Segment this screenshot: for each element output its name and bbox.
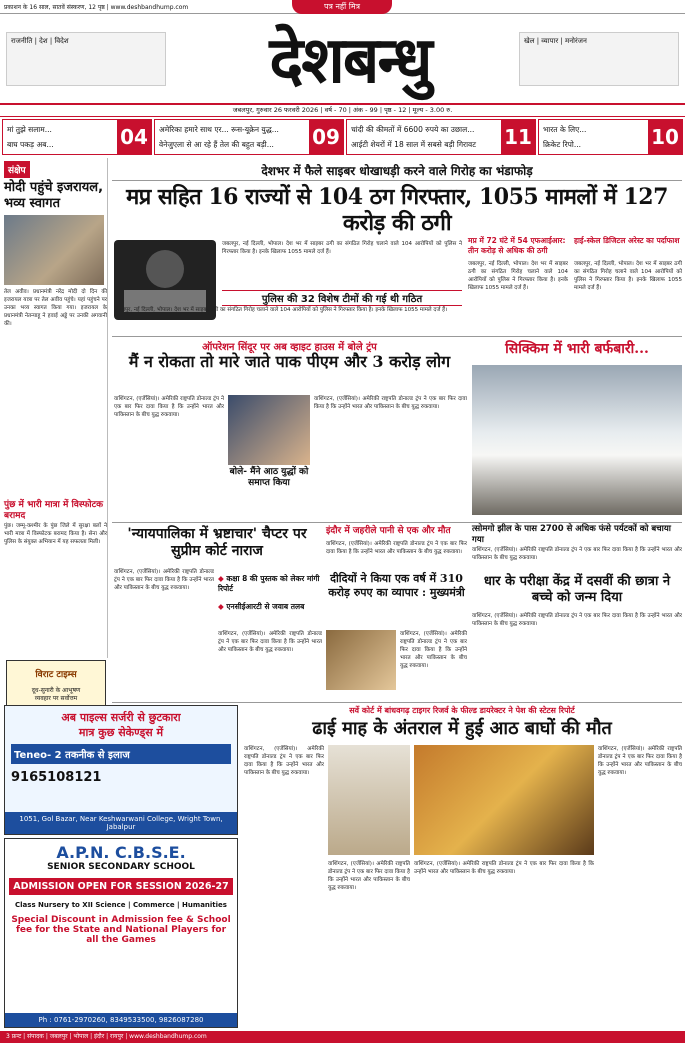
modi-israel-photo <box>4 215 104 285</box>
trump-quote: बोले- मैंने आठ युद्धों को समाप्त किया <box>229 467 309 488</box>
kicker-tiger: सर्वे कोर्ट में बांधवगढ़ टाइगर रिजर्व के फील्ड डायरेक्टर ने पेश की स्टेटस रिपोर्ट <box>349 706 575 715</box>
teaser-4[interactable]: भारत के लिए... क्रिकेट रिपो... 10 <box>538 119 683 155</box>
tagline-badge: पत्र नहीं मित्र <box>292 0 392 14</box>
sidebar-ad[interactable]: विराट टाइम्स दूध-सुनारी के आभूषण व्यवहार पर सर्वोत्तम <box>6 660 106 720</box>
headline-cm[interactable]: दीदियों ने किया एक वर्ष में 310 करोड़ रुपए का व्यापार : मुख्यमंत्री <box>328 572 465 599</box>
headline-dhar[interactable]: धार के परीक्षा केंद्र में दसवीं की छात्रा ने बच्चे को जन्म दिया <box>483 574 671 605</box>
top-bar <box>0 0 685 14</box>
tiger-photo <box>414 745 594 855</box>
teaser-1[interactable]: मां तुझे सलाम... बाघ पकड़ अब... 04 <box>2 119 152 155</box>
cyber-side-2[interactable]: हाई-स्केल डिजिटल अरेस्ट का पर्दाफाश <box>574 236 680 245</box>
kicker-cyber: देशभर में फैले साइबर धोखाधड़ी करने वाले गिरोह का भंडाफोड़ <box>261 164 533 178</box>
sikkim-snow-photo <box>472 365 682 515</box>
masthead-left-box: राजनीति | देश | विदेश <box>6 32 166 86</box>
brief-headline-1[interactable]: मोदी पहुंचे इजरायल, भव्य स्वागत <box>4 180 104 211</box>
dateline: जबलपुर, गुरुवार 26 फरवरी 2026 | वर्ष - 70 | अंक - 99 | पृष्ठ - 12 | मूल्य - 3.00 रु. <box>0 103 685 117</box>
cyber-body: जबलपुर, नई दिल्ली, भोपाल। देश भर में साइबर ठगी का संगठित गिरोह चलाने वाले 104 आरोपियों को पुलिस ने गिरफ्तार किया है। इनके खिलाफ 1055 मामले दर्ज हैं। <box>222 241 462 255</box>
school-ad[interactable]: A.P.N. C.B.S.E. SENIOR SECONDARY SCHOOL ADMISSION OPEN FOR SESSION 2026-27 Class Nursery to XII Science | Commerce | Humanities Special Discount in Admission fee & School fee for the State and National Players for all the Games Ph : 0761-2970260, 8349533500, 9826087280 <box>4 838 238 1028</box>
cm-photo <box>326 630 396 690</box>
headline-sikkim[interactable]: सिक्किम में भारी बर्फबारी... <box>505 341 649 357</box>
fort-photo <box>328 745 410 855</box>
masthead-right-box: खेल | व्यापार | मनोरंजन <box>519 32 679 86</box>
sikkim-caption: त्सोमगो झील के पास 2700 से अधिक फंसे पर्यटकों को बचाया गया <box>472 524 671 545</box>
edition-info: प्रकाशन के 16 साल, सातवें संस्करण, 12 पृष्ठ | www.deshbandhump.com <box>4 4 189 11</box>
headline-supreme-court[interactable]: 'न्यायपालिका में भ्रष्टाचार' चैप्टर पर सुप्रीम कोर्ट नाराज <box>127 526 307 559</box>
footer-bar: 3 फ्रन्ट | संपादक | जबलपुर | भोपाल | इंदौर | रायपुर | www.deshbandhump.com <box>0 1031 685 1043</box>
teaser-3[interactable]: चांदी की कीमतों में 6600 रुपये का उछाल... आईटी शेयरों में 18 साल में सबसे बड़ी गिरावट 11 <box>346 119 536 155</box>
newspaper-title: देशबन्धु <box>269 23 431 98</box>
brief-body-1: तेल अवीव। प्रधानमंत्री नरेंद्र मोदी दो दिन की इजरायल यात्रा पर तेल अवीव पहुंचे। यहां पहुंचने पर उनका भव्य स्वागत किया गया। इजरायल के प्रधानमंत्री नेतन्याहू ने हवाई अड्डे पर उनकी अगवानी की। <box>4 289 107 327</box>
brief-headline-2[interactable]: पुंछ में भारी मात्रा में विस्फोटक बरामद <box>4 500 104 521</box>
headline-cyber-fraud[interactable]: मप्र सहित 16 राज्यों से 104 ठग गिरफ्तार, 1055 मामलों में 127 करोड़ की ठगी <box>126 184 668 236</box>
headline-tiger[interactable]: ढाई माह के अंतराल में हुई आठ बाघों की मौत <box>312 718 612 739</box>
sc-bullet-1: ◆ कक्षा 8 की पुस्तक को लेकर मांगी रिपोर्ट <box>218 574 320 593</box>
trump-body: वाशिंगटन, (एजेंसियां)। अमेरिकी राष्ट्रपति डोनाल्ड ट्रंप ने एक बार फिर दावा किया है कि उन्होंने भारत और पाकिस्तान के बीच युद्ध रुकवाया। <box>114 396 224 418</box>
sidebar-briefs <box>4 158 108 658</box>
teneo-ad[interactable]: अब पाइल्स सर्जरी से छुटकारा मात्र कुछ सेकेण्ड्स में Teneo- 2 तकनीक से इलाज 9165108121 1051, Gol Bazar, Near Keshwarwani College, Wright Town, Jabalpur <box>4 705 238 835</box>
headline-indore[interactable]: इंदौर में जहरीले पानी से एक और मौत <box>326 526 451 536</box>
kicker-trump: ऑपरेशन सिंदूर पर अब व्हाइट हाउस में बोले ट्रंप <box>202 342 377 353</box>
cyber-subhead: पुलिस की 32 विशेष टीमों की गई थी गठित <box>222 290 462 306</box>
teaser-2[interactable]: अमेरिका हमारे साथ एर... रूस-यूक्रेन युद्ध... वेनेजुएला से आ रहे हैं तेल की बहुत बड़ी... 09 <box>154 119 344 155</box>
trump-photo <box>228 395 310 465</box>
headline-trump[interactable]: मैं न रोकता तो मारे जाते पाक पीएम और 3 करोड़ लोग <box>128 352 451 371</box>
cyber-body-cont: जबलपुर, नई दिल्ली, भोपाल। देश भर में साइबर ठगी का संगठित गिरोह चलाने वाले 104 आरोपियों को पुलिस ने गिरफ्तार किया है। इनके खिलाफ 1055 मामले दर्ज हैं। <box>114 307 448 313</box>
brief-body-2: पुंछ। जम्मू-कश्मीर के पुंछ जिले में सुरक्षा बलों ने भारी मात्रा में विस्फोटक बरामद किया है। सेना और पुलिस के संयुक्त अभियान में यह सफलता मिली। <box>4 523 107 545</box>
briefs-label: संक्षेप <box>4 161 30 178</box>
sc-bullet-2: ◆ एनसीईआरटी से जवाब तलब <box>218 602 305 611</box>
masthead <box>0 14 685 104</box>
cyber-side-1[interactable]: मप्र में 72 घंटे में 54 एफआईआर: तीन करोड़ से अधिक की ठगी <box>468 236 566 255</box>
